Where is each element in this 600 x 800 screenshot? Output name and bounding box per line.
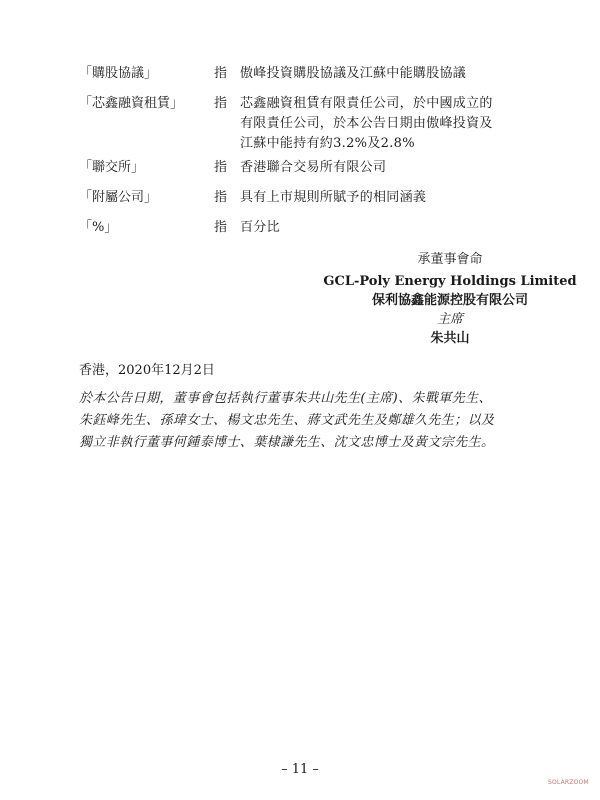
signatory-position: 主席 <box>436 312 463 327</box>
definition-text: 百分比 <box>240 220 280 235</box>
definition-term: 「聯交所」 <box>79 160 145 175</box>
definition-text: 傲峰投資購股協議及江蘇中能購股協議 <box>240 66 467 81</box>
definition-means: 指 <box>214 220 228 235</box>
definition-means: 指 <box>214 160 228 175</box>
watermark-logo: SOLARZOOM <box>548 779 589 786</box>
definition-text: 具有上市規則所賦予的相同涵義 <box>240 190 427 205</box>
definition-term: 「購股協議」 <box>79 66 158 81</box>
definition-term: 「附屬公司」 <box>79 190 158 205</box>
board-composition-notice: 於本公告日期，董事會包括執行董事朱共山先生(主席)、朱戰軍先生、朱鈺峰先生、孫瑋女士、楊文忠先生、蔣文武先生及鄭雄久先生；以及獨立非執行董事何鍾泰博士、葉棣謙先生、沈文忠博士及黃文宗先生。 <box>79 391 495 450</box>
page-number: – 11 – <box>281 762 319 777</box>
company-name-english: GCL-Poly Energy Holdings Limited <box>323 274 577 289</box>
company-name-chinese: 保利協鑫能源控股有限公司 <box>371 293 528 308</box>
definition-means: 指 <box>214 190 228 205</box>
definition-text: 芯鑫融資租賃有限責任公司，於中國成立的有限責任公司，於本公告日期由傲峰投資及江蘇中能持有約3.2%及2.8% <box>240 96 493 151</box>
definition-term: 「%」 <box>79 220 118 235</box>
definition-means: 指 <box>214 96 228 111</box>
by-order-line: 承董事會命 <box>417 252 483 267</box>
definition-text: 香港聯合交易所有限公司 <box>240 160 387 175</box>
definition-term: 「芯鑫融資租賃」 <box>79 96 184 111</box>
place-and-date: 香港，2020年12月2日 <box>79 363 215 378</box>
signatory-name: 朱共山 <box>430 331 470 346</box>
definition-means: 指 <box>214 66 228 81</box>
